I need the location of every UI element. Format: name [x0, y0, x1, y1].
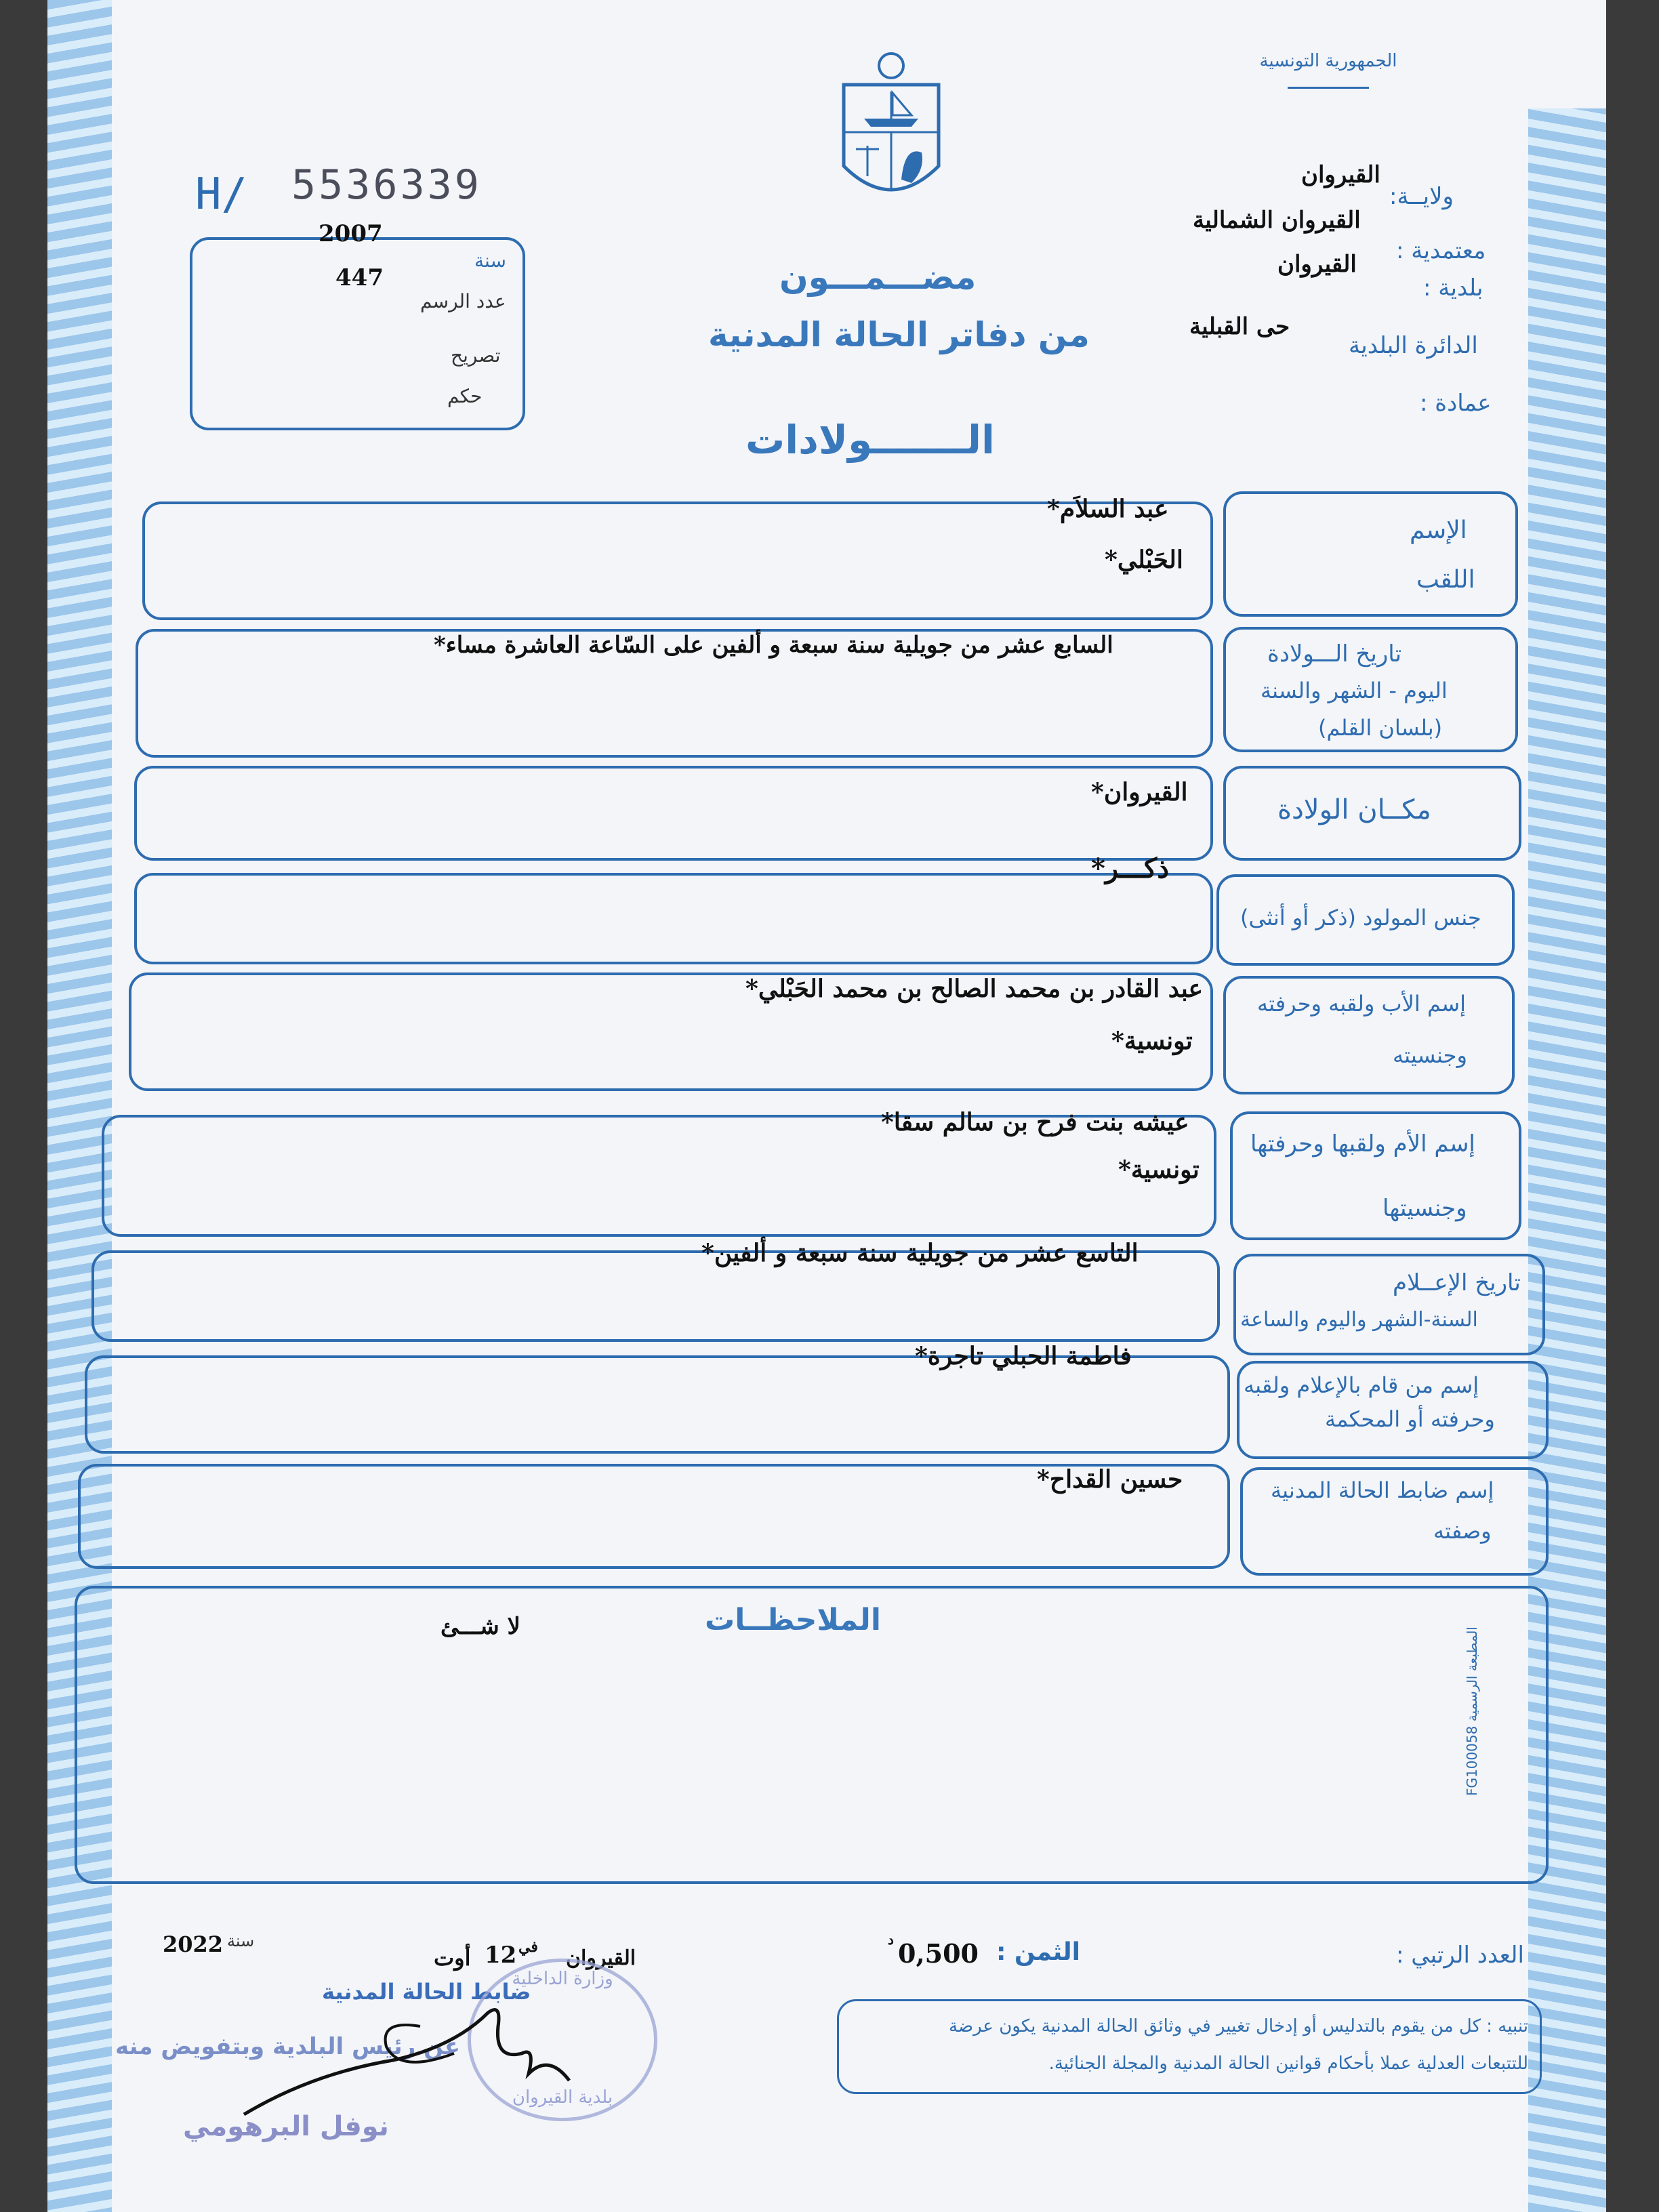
row2-label2: اليوم - الشهر والسنة: [1261, 678, 1448, 703]
reg-value: 447: [335, 264, 384, 291]
value-box: [134, 766, 1213, 861]
printer-mark: المطبعة الرسمية FG100058: [1464, 1626, 1480, 1796]
wilaya-label: ولايــة:: [1389, 183, 1454, 210]
price-unit: د: [888, 1931, 894, 1948]
declaration-label: تصريح: [451, 344, 501, 367]
row1-label2: اللقب: [1416, 566, 1475, 594]
row5-value2: تونسية*: [1111, 1027, 1193, 1055]
row1-label: الإسم: [1410, 516, 1467, 544]
row5-label2: وجنسيته: [1393, 1042, 1467, 1068]
delegation-stamp: عن رئيس البلدية وبتفويض منه: [115, 2033, 460, 2060]
year: 2022: [163, 1931, 224, 1957]
row8-value: فاطمة الحبلي تاجرة*: [915, 1342, 1132, 1370]
month: أوت: [434, 1945, 471, 1971]
year-label: سنة: [227, 1931, 255, 1950]
row9-value: حسين القداح*: [1037, 1465, 1183, 1494]
signature-icon: [230, 1999, 583, 2135]
title-line2: من دفاتر الحالة المدنية: [708, 315, 1090, 354]
daira-value: حى القبلية: [1189, 313, 1290, 340]
republic-title: الجمهورية التونسية: [1259, 51, 1397, 71]
wilaya-value: القيروان: [1301, 161, 1380, 188]
coat-of-arms-icon: [837, 51, 945, 213]
row6-label: إسم الأم ولقبها وحرفتها: [1250, 1130, 1475, 1158]
row9-label2: وصفته: [1433, 1518, 1492, 1544]
remarks-value: لا شـــئ: [441, 1613, 520, 1640]
price-label: الثمن :: [996, 1938, 1081, 1966]
row1-value2: الحَبْلي*: [1105, 546, 1183, 574]
officer-title: ضابط الحالة المدنية: [322, 1979, 531, 2005]
row2-label: تاريخ الـــولادة: [1267, 640, 1402, 668]
baladia-label: بلدية :: [1423, 274, 1483, 302]
serial-label: العدد الرتبي :: [1396, 1942, 1524, 1969]
in-label: في: [518, 1938, 538, 1956]
row9-label: إسم ضابط الحالة المدنية: [1271, 1477, 1494, 1503]
row1-value: عبد السلاَم*: [1047, 495, 1169, 523]
baladia-value: القيروان: [1277, 251, 1357, 278]
signer-stamp: نوفل البرهومي: [183, 2111, 389, 2142]
notice-box: [837, 1999, 1542, 2094]
row2-value: السابع عشر من جويلية سنة سبعة و ألفين على السّاعة العاشرة مساء*: [434, 632, 1113, 659]
row7-value: التاسع عشر من جويلية سنة سبعة و ألفين*: [701, 1239, 1139, 1267]
reg-label: عدد الرسم: [420, 290, 506, 312]
seal-top-text: وزارة الداخلية: [512, 1969, 613, 1989]
price-value: 0,500: [898, 1938, 979, 1969]
right-decorative-border: [1528, 108, 1606, 2212]
row7-label2: السنة-الشهر واليوم والساعة: [1240, 1308, 1478, 1332]
row6-label2: وجنسيتها: [1382, 1195, 1467, 1222]
row3-value: القيروان*: [1091, 778, 1188, 806]
remarks-label: الملاحظــات: [705, 1603, 881, 1637]
row6-value: عيشه بنت فرح بن سالم سقا*: [881, 1108, 1189, 1136]
title-line1: مضـــمـــون: [779, 258, 977, 297]
notice-line1: تنبيه : كل من يقوم بالتدليس أو إدخال تغيير في وثائق الحالة المدنية يكون عرضة: [949, 2016, 1528, 2036]
divider: [1288, 87, 1369, 89]
doc-number-prefix: H/: [195, 169, 248, 220]
row5-label: إسم الأب ولقبه وحرفته: [1257, 991, 1466, 1017]
title-line3: الـــــــولادات: [745, 417, 995, 463]
motamadia-value: القيروان الشمالية: [1193, 207, 1361, 234]
label-box: [1223, 491, 1518, 617]
row8-label2: وحرفته أو المحكمة: [1325, 1406, 1495, 1432]
daira-label: الدائرة البلدية: [1349, 332, 1478, 359]
row3-label: مكــان الولادة: [1277, 794, 1431, 825]
row2-label3: (بلسان القلم): [1318, 715, 1443, 741]
motamadia-label: معتمدية :: [1396, 237, 1486, 264]
year-label: سنة: [474, 249, 506, 272]
row6-value2: تونسية*: [1118, 1155, 1200, 1184]
row4-label: جنس المولود (ذكر أو أنثى): [1240, 905, 1481, 930]
row5-value: عبد القادر بن محمد الصالح بن محمد الحَبْلي*: [745, 975, 1204, 1003]
day: 12: [485, 1942, 517, 1969]
year-value: 2007: [319, 220, 383, 247]
doc-number: 5536339: [291, 161, 482, 209]
row8-label: إسم من قام بالإعلام ولقبه: [1244, 1372, 1479, 1398]
seal-bottom-text: بلدية القيروان: [512, 2087, 613, 2108]
row7-label: تاريخ الإعــلام: [1393, 1269, 1521, 1296]
row4-value: ذكـــر*: [1091, 853, 1169, 884]
omada-label: عمادة :: [1420, 390, 1492, 417]
judgment-label: حكم: [447, 385, 483, 407]
value-box: [134, 873, 1213, 964]
place: القيروان: [566, 1946, 636, 1970]
notice-line2: للتتبعات العدلية عملا بأحكام قوانين الحالة المدنية والمجلة الجنائية.: [1048, 2053, 1528, 2074]
